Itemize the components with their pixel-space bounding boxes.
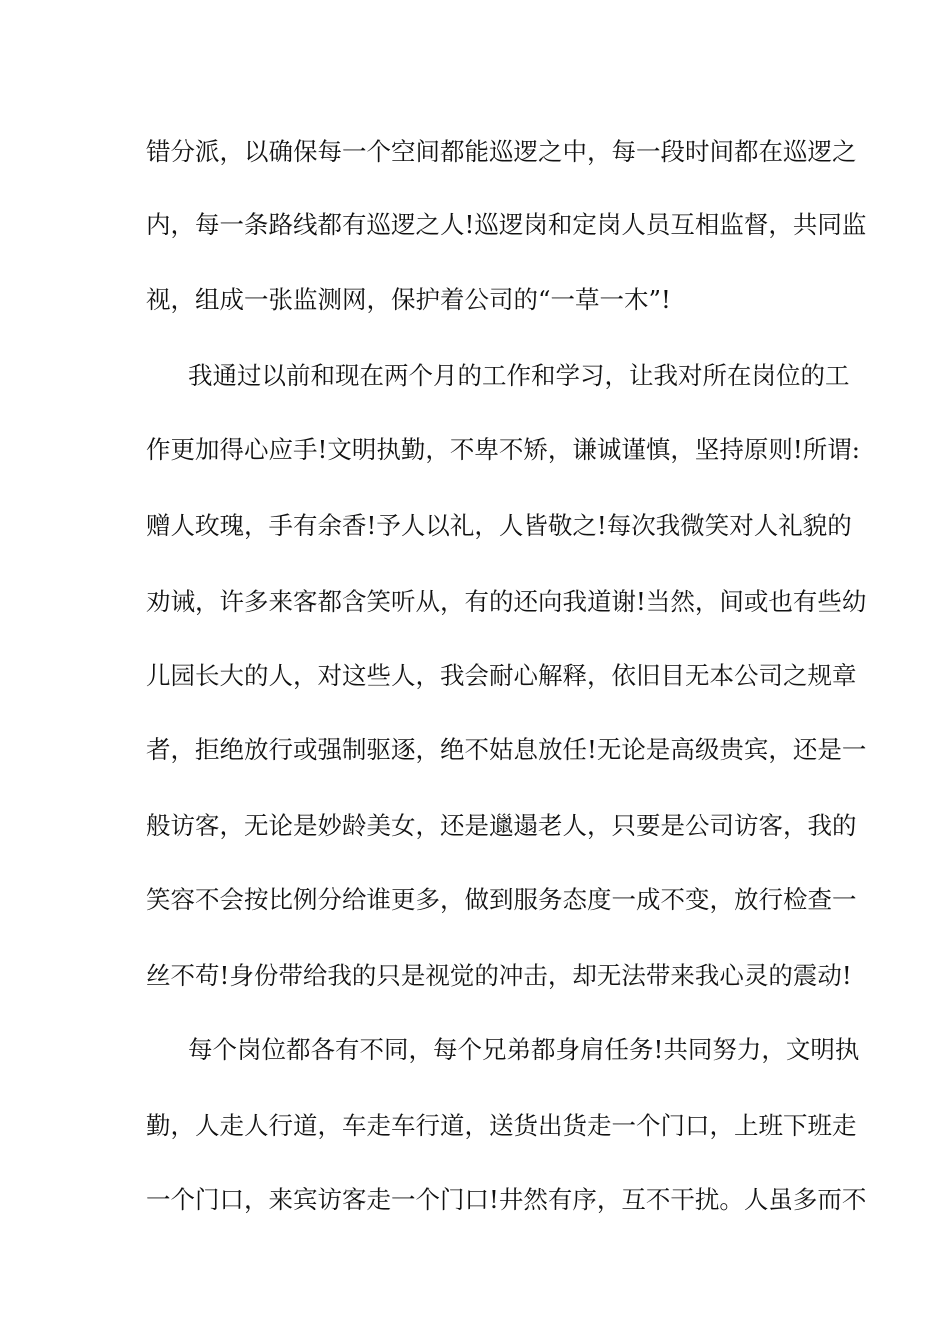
text-line: 般访客，无论是妙龄美女，还是邋遢老人，只要是公司访客，我的 (146, 811, 857, 840)
text-line: 错分派，以确保每一个空间都能巡逻之中，每一段时间都在巡逻之 (146, 137, 857, 166)
text-line: 劝诫，许多来客都含笑听从，有的还向我道谢!当然，间或也有些幼 (146, 587, 867, 616)
text-line: 赠人玫瑰，手有余香!予人以礼，人皆敬之!每次我微笑对人礼貌的 (146, 511, 852, 540)
text-line: 丝不苟!身份带给我的只是视觉的冲击，却无法带来我心灵的震动! (146, 961, 852, 990)
text-line: 视，组成一张监测网，保护着公司的“一草一木”! (146, 285, 671, 314)
text-line: 笑容不会按比例分给谁更多，做到服务态度一成不变，放行检查一 (146, 885, 857, 914)
paragraph-first-line: 每个岗位都各有不同，每个兄弟都身肩任务!共同努力，文明执 (188, 1035, 860, 1064)
text-line: 内，每一条路线都有巡逻之人!巡逻岗和定岗人员互相监督，共同监 (146, 210, 867, 239)
text-line: 勤，人走人行道，车走车行道，送货出货走一个门口，上班下班走 (146, 1111, 857, 1140)
paragraph-first-line: 我通过以前和现在两个月的工作和学习，让我对所在岗位的工 (188, 361, 850, 390)
text-line: 作更加得心应手!文明执勤，不卑不矫，谦诚谨慎，坚持原则!所谓: (146, 435, 860, 464)
text-line: 一个门口，来宾访客走一个门口!井然有序，互不干扰。人虽多而不 (146, 1185, 867, 1214)
text-line: 儿园长大的人，对这些人，我会耐心解释，依旧目无本公司之规章 (146, 661, 857, 690)
text-line: 者，拒绝放行或强制驱逐，绝不姑息放任!无论是高级贵宾，还是一 (146, 735, 867, 764)
